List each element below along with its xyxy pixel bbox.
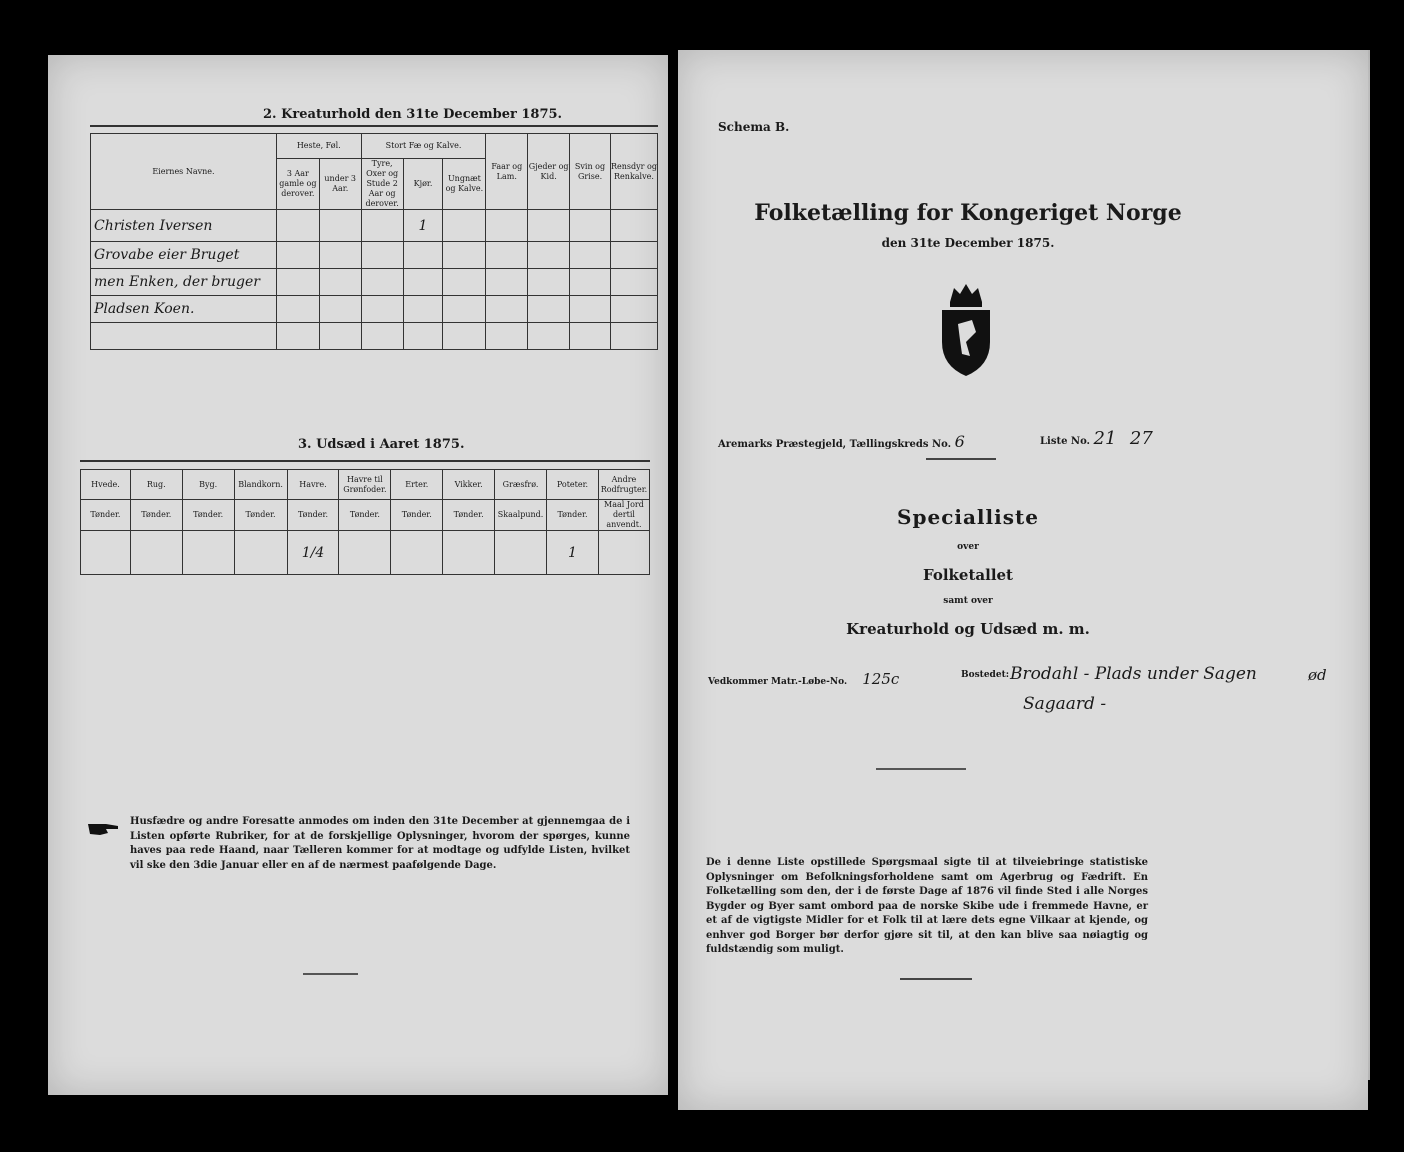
seed-header-poteter: Poteter. (547, 470, 599, 500)
owner-row-1: Christen Iversen (91, 210, 277, 242)
owner-row-3: men Enken, der bruger (91, 269, 277, 296)
faar-header: Faar og Lam. (486, 134, 528, 210)
seed-unit: Tønder. (547, 500, 599, 531)
bostedet-label: Bostedet: (961, 670, 1010, 680)
stort-sub-1: Tyre, Oxer og Stude 2 Aar og derover. (361, 159, 403, 210)
specialliste-title: Specialliste (897, 505, 1039, 529)
rule (876, 768, 966, 770)
liste-extra: 27 (1129, 428, 1153, 449)
kreaturhold-label: Kreaturhold og Udsæd m. m. (846, 620, 1090, 638)
rule (303, 973, 358, 975)
seed-header-havre: Havre. (287, 470, 339, 500)
havre-value: 1/4 (287, 531, 339, 575)
seed-unit: Tønder. (81, 500, 131, 531)
notice-text: Husfædre og andre Foresatte anmodes om inden den 31te December at gjennemgaa de i Listen opførte Rubriker, for at de forskjellige Oplysninger, hvorom der spørges, kunne haves paa rede Haand, naar Tælleren kommer for at modtage og udfylde Listen, hvilket vil ske den 3die Januar eller en af de nærmest paafølgende Dage. (130, 816, 630, 871)
seed-header-erter: Erter. (391, 470, 443, 500)
rule (926, 458, 996, 460)
poteter-value: 1 (547, 531, 599, 575)
seed-unit: Tønder. (391, 500, 443, 531)
bostedet-extra: ød (1308, 666, 1327, 684)
svin-header: Svin og Grise. (570, 134, 611, 210)
intro-paragraph: De i denne Liste opstillede Spørgsmaal sigte til at tilveiebringe statistiske Oplysninger om Befolkningsforholdene samt om Agerbrug og Fædrift. En Folketælling som den, der i de første Dage af 1876 vil finde Sted i alle Norges Bygder og Byer samt ombord paa de norske Skibe ude i fremmede Havne, er et af de vigtigste Midler for et Folk til at lære dets egne Vilkaar at kjende, og enhver god Borger bør derfor gjøre sit til, at den kan blive saa nøiagtig og fuldstændig som muligt. (706, 857, 1148, 955)
section-3-title: 3. Udsæd i Aaret 1875. (298, 437, 465, 452)
kjor-value: 1 (403, 210, 443, 242)
heste-sub-1: 3 Aar gamle og derover. (276, 159, 319, 210)
seed-unit: Tønder. (443, 500, 495, 531)
heste-header: Heste, Føl. (276, 134, 361, 159)
seed-unit: Tønder. (130, 500, 182, 531)
stort-sub-3: Ungnæt og Kalve. (443, 159, 486, 210)
over-label: over (957, 542, 979, 552)
prestegjeld-value: Aremarks (718, 439, 773, 450)
rule (80, 460, 650, 462)
seed-header-byg: Byg. (182, 470, 234, 500)
owner-row-4: Pladsen Koen. (91, 296, 277, 323)
samt-over-label: samt over (943, 596, 993, 606)
bostedet-value: Brodahl - Plads under Sagen (1010, 664, 1257, 684)
heste-sub-2: under 3 Aar. (319, 159, 361, 210)
norwegian-coat-of-arms-icon (936, 280, 996, 380)
gjeder-header: Gjeder og Kid. (528, 134, 570, 210)
seed-unit: Maal Jord dertil anvendt. (598, 500, 649, 531)
left-page (48, 55, 668, 1095)
seed-header-hvede: Hvede. (81, 470, 131, 500)
matr-label: Vedkommer Matr.-Løbe-No. (708, 677, 848, 687)
seed-header-vikker: Vikker. (443, 470, 495, 500)
stort-sub-2: Kjør. (403, 159, 443, 210)
seed-header-rodfrugter: Andre Rodfrugter. (598, 470, 649, 500)
pointing-hand-icon (86, 819, 120, 837)
stort-header: Stort Fæ og Kalve. (361, 134, 486, 159)
kreds-label: Tællingskreds No. (849, 439, 952, 450)
seed-header-rug: Rug. (130, 470, 182, 500)
seed-table (80, 469, 650, 575)
seed-header-blandkorn: Blandkorn. (234, 470, 287, 500)
owner-row-2: Grovabe eier Bruget (91, 242, 277, 269)
liste-value: 21 (1093, 428, 1117, 449)
seed-unit: Tønder. (182, 500, 234, 531)
kreds-value: 6 (954, 432, 965, 451)
seed-unit: Skaalpund. (495, 500, 547, 531)
rensdyr-header: Rensdyr og Renkalve. (610, 134, 657, 210)
owner-header: Eiernes Navne. (91, 134, 277, 210)
seed-unit: Tønder. (339, 500, 391, 531)
prestegjeld-label: Præstegjeld, (775, 439, 847, 450)
main-title: Folketælling for Kongeriget Norge (754, 200, 1182, 226)
matr-value: 125c (862, 670, 900, 688)
liste-label: Liste No. (1040, 436, 1091, 447)
seed-unit: Tønder. (287, 500, 339, 531)
rule (900, 978, 972, 980)
right-page (678, 50, 1368, 1110)
seed-header-gronfoder: Havre til Grønfoder. (339, 470, 391, 500)
seed-unit: Tønder. (234, 500, 287, 531)
schema-label: Schema B. (718, 120, 790, 134)
title-date: den 31te December 1875. (881, 236, 1055, 250)
livestock-table (90, 133, 658, 350)
folketallet-label: Folketallet (923, 566, 1013, 584)
rule (90, 125, 658, 127)
section-2-title: 2. Kreaturhold den 31te December 1875. (263, 107, 563, 122)
bostedet-value-2: Sagaard - (1023, 694, 1107, 714)
seed-header-graesfro: Græsfrø. (495, 470, 547, 500)
